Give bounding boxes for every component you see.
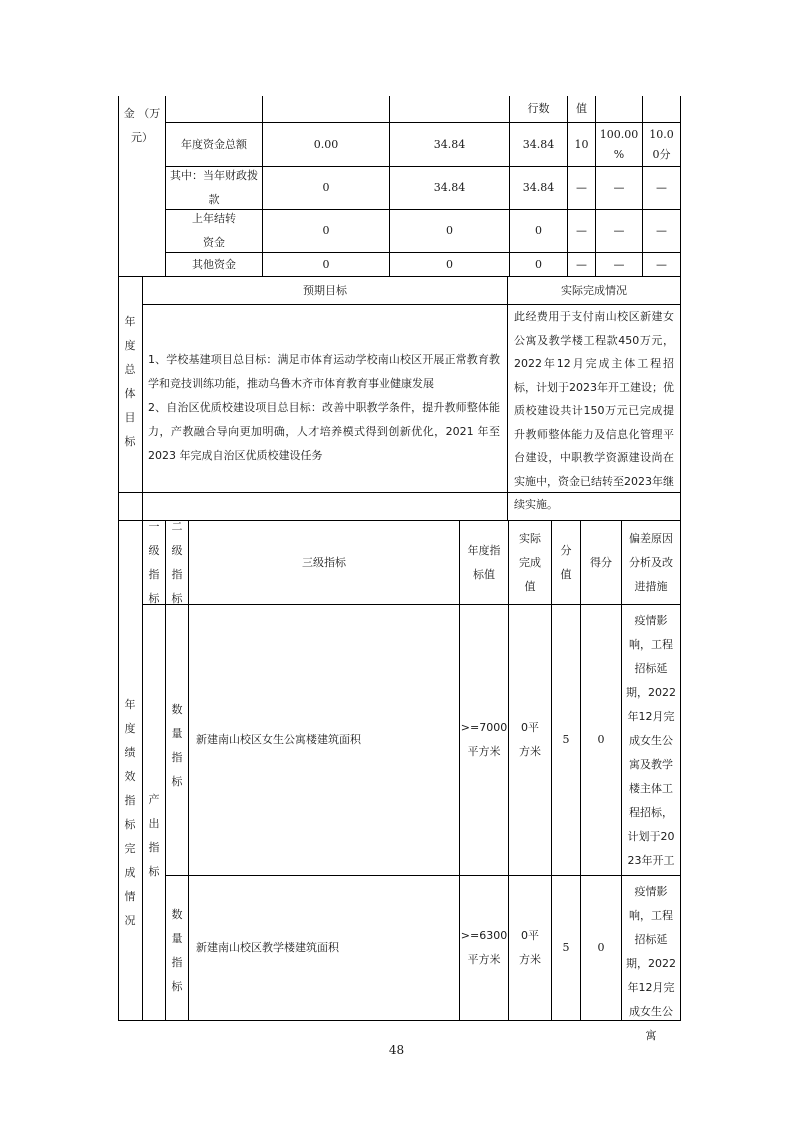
deviation-analysis: 疫情影响，工程招标延期，2022年12月完成女生公寓及教学楼主体工程招标，计划于2023年开工	[626, 614, 676, 867]
fund-cell: 34.84	[433, 137, 466, 151]
level3-indicator: 新建南山校区教学楼建筑面积	[196, 941, 339, 954]
level3-indicator: 新建南山校区女生公寓楼建筑面积	[196, 733, 361, 746]
level2-quantity-indicator: 数量指标	[171, 908, 183, 993]
header-row-count: 行数	[527, 102, 550, 115]
fund-side-label: 金 （万 元）	[123, 107, 161, 144]
level2-quantity-indicator: 数量指标	[171, 703, 183, 788]
expected-goal-item-2: 2、自治区优质校建设项目总目标：改善中职教学条件，提升教师整体能力，产教融合导向更加明确，人才培养模式得到创新优化，2021 年至2023 年完成自治区优质校建设任务	[148, 401, 500, 462]
header-score-value: 分 值	[560, 543, 572, 581]
actual-status-text: 此经费用于支付南山校区新建女公寓及教学楼工程款450万元，2022年12月完成主体工程招标，计划于2023年开工建设；优质校建设共计150万元已完成提升教师整体能力及信息化管理平台建设，中职教学资源建设尚在实施中，资金已结转至2023年继续实施。	[514, 310, 674, 511]
page-number: 48	[388, 1043, 405, 1057]
score-value: 5	[562, 941, 570, 954]
header-deviation: 偏差原因分析及改进措施	[629, 531, 673, 593]
target-value: >=7000 平方米	[460, 721, 508, 758]
header-target: 年度指 标值	[467, 543, 501, 581]
fund-cell: 10.0 0分	[649, 127, 674, 161]
target-value: >=6300 平方米	[460, 929, 508, 966]
fund-cell: 34.84	[433, 181, 466, 194]
fund-row-label: 其中：当年财政拨 款	[170, 169, 258, 206]
fund-cell: —	[576, 181, 587, 194]
score: 0	[597, 941, 605, 954]
fund-cell: —	[613, 257, 625, 271]
goal-side-label: 年度总体目标	[124, 315, 136, 448]
header-value: 值	[576, 102, 587, 115]
header-level1: 一级指标	[148, 519, 160, 605]
actual-value: 0平 方米	[519, 929, 541, 966]
header-level3: 三级指标	[302, 555, 346, 569]
fund-row-label: 上年结转 资金	[192, 212, 236, 249]
fund-cell: —	[656, 224, 667, 237]
fund-cell: 0	[535, 257, 542, 271]
actual-status-header: 实际完成情况	[561, 283, 627, 297]
fund-cell: 0	[322, 257, 330, 271]
actual-value: 0平 方米	[519, 721, 541, 758]
expected-goal-text	[148, 348, 500, 460]
fund-row-label: 年度资金总额	[181, 137, 247, 151]
fund-cell: —	[576, 257, 587, 271]
expected-goal-header: 预期目标	[303, 283, 347, 297]
fund-cell: 0	[446, 224, 453, 237]
fund-cell: 0	[322, 224, 330, 237]
fund-cell: 0	[535, 224, 542, 237]
fund-cell: 34.84	[522, 181, 555, 194]
score: 0	[597, 733, 605, 746]
header-actual: 实际 完成 值	[519, 531, 541, 593]
score-value: 5	[562, 733, 570, 746]
fund-cell: —	[656, 181, 667, 194]
fund-cell: 100.00 %	[599, 127, 639, 161]
fund-cell: —	[576, 224, 587, 237]
fund-cell: 0	[446, 257, 453, 271]
header-score: 得分	[590, 555, 612, 569]
performance-table	[118, 96, 681, 1042]
fund-cell: 34.84	[522, 137, 555, 151]
fund-cell: 0	[322, 181, 330, 194]
header-level2: 二级指标	[171, 519, 183, 605]
perf-side-label: 年度绩效指标完成情况	[124, 698, 136, 927]
level1-output-indicator: 产出指标	[148, 793, 160, 878]
expected-goal-item-1: 1、学校基建项目总目标：满足市体育运动学校南山校区开展正常教育教学和竞技训练功能，推动乌鲁木齐市体育教育事业健康发展	[148, 353, 500, 390]
fund-cell: 0.00	[313, 137, 339, 151]
fund-row-label: 其他资金	[192, 257, 236, 271]
fund-cell: —	[656, 257, 667, 271]
fund-cell: —	[613, 224, 625, 237]
deviation-analysis: 疫情影响，工程招标延期，2022年12月完成女生公寓	[626, 885, 676, 1042]
fund-cell: —	[613, 181, 625, 194]
fund-cell: 10	[574, 137, 589, 151]
